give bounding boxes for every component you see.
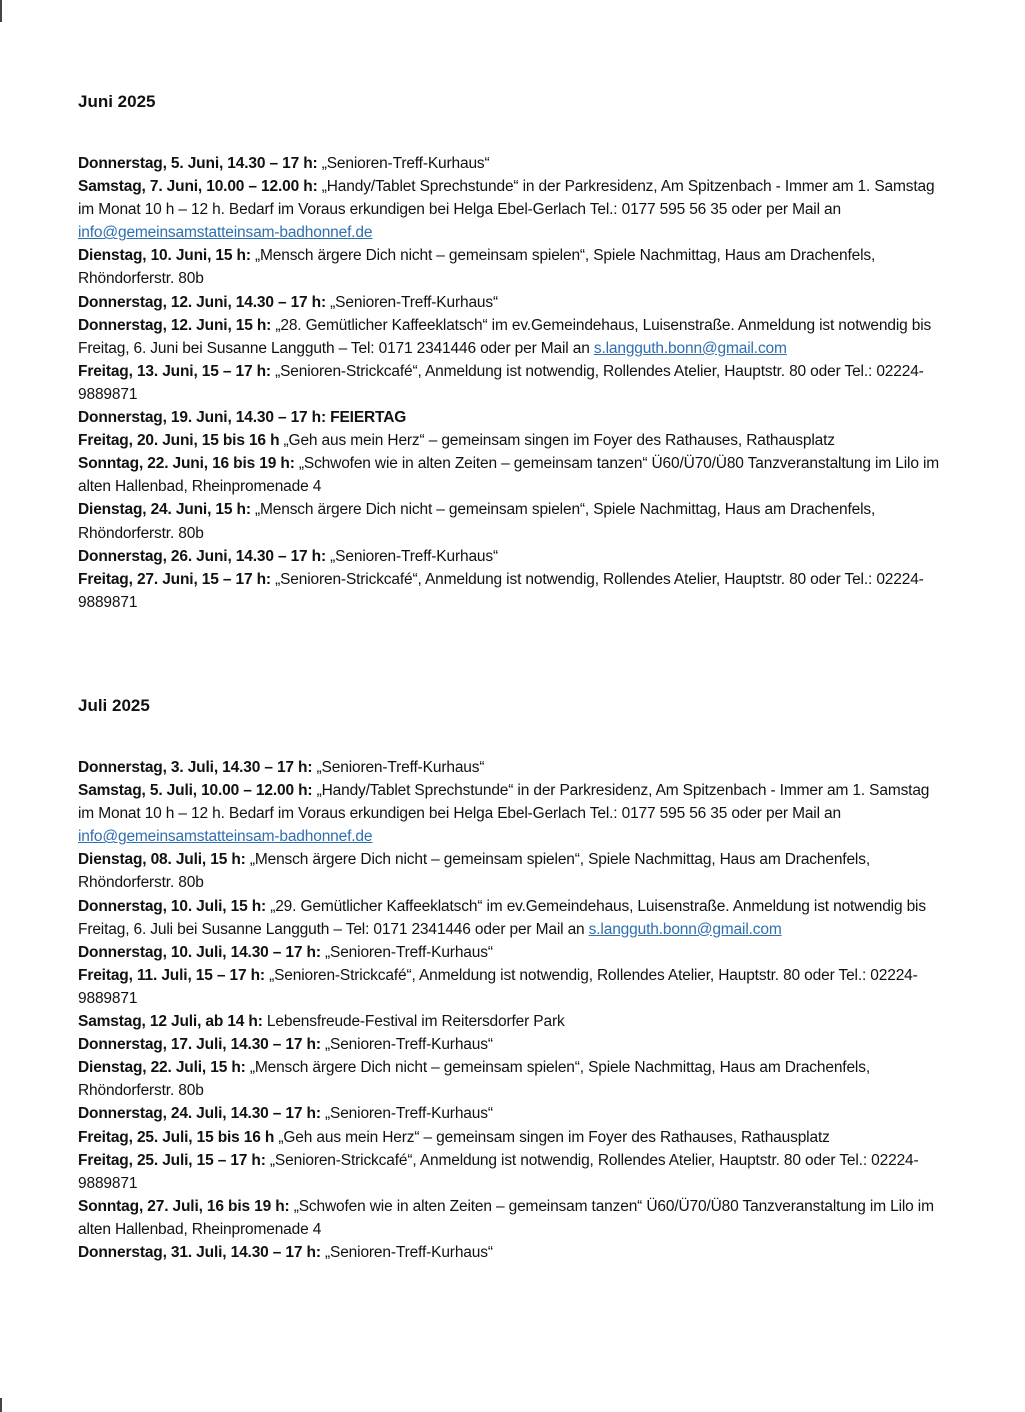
event-date-time: Donnerstag, 5. Juni, 14.30 – 17 h: — [78, 155, 318, 172]
event-description: „Senioren-Treff-Kurhaus“ — [312, 759, 485, 776]
scan-edge-mark — [0, 1398, 2, 1412]
event-entry — [78, 360, 948, 406]
event-description: „Senioren-Treff-Kurhaus“ — [326, 547, 499, 565]
event-date-time: Donnerstag, 12. Juni, 15 h: — [78, 316, 272, 334]
event-entry — [78, 1010, 948, 1033]
event-entry — [78, 964, 948, 1010]
event-date-time: Dienstag, 08. Juli, 15 h: — [78, 851, 246, 869]
event-description: „Senioren-Treff-Kurhaus“ — [320, 1105, 493, 1123]
event-entry — [78, 568, 948, 614]
event-description: „Senioren-Strickcafé“, Anmeldung ist notwendig, Rollendes Atelier, Hauptstr. 80 oder Tel.: 02224-9889871 — [78, 966, 918, 1007]
event-entry — [78, 429, 948, 452]
event-date-time: Donnerstag, 12. Juni, 14.30 – 17 h: — [78, 293, 327, 311]
event-date-time: Samstag, 5. Juli, 10.00 – 12.00 h: — [78, 782, 313, 800]
event-date-time: Dienstag, 10. Juni, 15 h: — [78, 247, 251, 265]
event-date-time: Samstag, 7. Juni, 10.00 – 12.00 h: — [78, 178, 318, 196]
event-date-time: Freitag, 25. Juli, 15 bis 16 h — [78, 1128, 275, 1146]
event-entry — [78, 175, 948, 244]
event-description: „28. Gemütlicher Kaffeeklatsch“ im ev.Gemeindehaus, Luisenstraße. Anmeldung ist notwendig bis Freitag, 6. Juni bei Susanne Langguth – Tel: 0171 2341446 oder per Mail an — [78, 316, 932, 357]
event-entry — [78, 1241, 948, 1264]
event-entry — [78, 941, 948, 964]
event-date-time: Donnerstag, 26. Juni, 14.30 – 17 h: — [78, 547, 327, 565]
event-description: „Senioren-Treff-Kurhaus“ — [326, 293, 499, 311]
event-entry — [78, 291, 948, 314]
event-entry — [78, 1056, 948, 1102]
email-link[interactable]: s.langguth.bonn@gmail.com — [593, 339, 787, 357]
event-entry — [78, 545, 948, 568]
event-entry — [78, 779, 948, 848]
event-date-time: Donnerstag, 24. Juli, 14.30 – 17 h: — [78, 1105, 321, 1123]
event-description: „Senioren-Strickcafé“, Anmeldung ist notwendig, Rollendes Atelier, Hauptstr. 80 oder Tel.: 02224-9889871 — [78, 570, 924, 611]
event-list — [78, 756, 948, 1264]
event-description: „Schwofen wie in alten Zeiten – gemeinsam tanzen“ Ü60/Ü70/Ü80 Tanzveranstaltung im Lilo im alten Hallenbad, Rheinpromenade 4 — [78, 455, 940, 496]
event-description: „Mensch ärgere Dich nicht – gemeinsam spielen“, Spiele Nachmittag, Haus am Drachenfels, Rhöndorferstr. 80b — [78, 501, 876, 542]
email-link[interactable]: info@gemeinsamstatteinsam-badhonnef.de — [78, 224, 373, 242]
event-date-time: Sonntag, 27. Juli, 16 bis 19 h: — [78, 1197, 290, 1215]
event-entry — [78, 848, 948, 894]
event-date-time: Donnerstag, 3. Juli, 14.30 – 17 h: — [78, 759, 313, 776]
scan-edge-mark — [0, 0, 2, 22]
event-date-time: Donnerstag, 17. Juli, 14.30 – 17 h: — [78, 1036, 321, 1054]
event-description: „Geh aus mein Herz“ – gemeinsam singen im Foyer des Rathauses, Rathausplatz — [279, 432, 835, 450]
event-list — [78, 152, 948, 614]
event-description: „Senioren-Treff-Kurhaus“ — [320, 1036, 493, 1054]
event-date-time: Donnerstag, 10. Juli, 14.30 – 17 h: — [78, 943, 321, 961]
event-entry — [78, 498, 948, 544]
event-date-time: Dienstag, 22. Juli, 15 h: — [78, 1059, 246, 1077]
event-entry — [78, 1195, 948, 1241]
event-date-time: Freitag, 25. Juli, 15 – 17 h: — [78, 1151, 266, 1169]
event-description: „Senioren-Treff-Kurhaus“ — [317, 155, 490, 172]
event-date-time: Donnerstag, 10. Juli, 15 h: — [78, 897, 267, 915]
event-description: „Senioren-Strickcafé“, Anmeldung ist notwendig, Rollendes Atelier, Hauptstr. 80 oder Tel.: 02224-9889871 — [78, 1151, 919, 1192]
event-description: „Handy/Tablet Sprechstunde“ in der Parkresidenz, Am Spitzenbach - Immer am 1. Samstag im Monat 10 h – 12 h. Bedarf im Voraus erkundigen bei Helga Ebel-Gerlach Tel.: 0177 595 56 35 oder per Mail an — [78, 782, 930, 823]
event-date-time: Sonntag, 22. Juni, 16 bis 19 h: — [78, 455, 295, 473]
event-entry — [78, 452, 948, 498]
event-description: „Senioren-Strickcafé“, Anmeldung ist notwendig, Rollendes Atelier, Hauptstr. 80 oder Tel.: 02224-9889871 — [78, 362, 924, 403]
event-date-time: Samstag, 12 Juli, ab 14 h: — [78, 1013, 263, 1031]
month-heading: Juni 2025 — [78, 92, 156, 111]
event-entry — [78, 244, 948, 290]
event-entry — [78, 1126, 948, 1149]
email-link[interactable]: info@gemeinsamstatteinsam-badhonnef.de — [78, 828, 373, 846]
event-description: „29. Gemütlicher Kaffeeklatsch“ im ev.Gemeindehaus, Luisenstraße. Anmeldung ist notwendig bis Freitag, 6. Juli bei Susanne Langguth – Tel: 0171 2341446 oder per Mail an — [78, 897, 926, 938]
event-date-time: Donnerstag, 19. Juni, 14.30 – 17 h: FEIERTAG — [78, 409, 407, 427]
event-entry — [78, 1102, 948, 1125]
event-entry — [78, 1149, 948, 1195]
event-description: „Mensch ärgere Dich nicht – gemeinsam spielen“, Spiele Nachmittag, Haus am Drachenfels, Rhöndorferstr. 80b — [78, 247, 876, 288]
event-description: Lebensfreude-Festival im Reitersdorfer Park — [262, 1013, 565, 1031]
event-entry — [78, 314, 948, 360]
event-description: „Mensch ärgere Dich nicht – gemeinsam spielen“, Spiele Nachmittag, Haus am Drachenfels, Rhöndorferstr. 80b — [78, 851, 870, 892]
month-heading: Juli 2025 — [78, 696, 150, 715]
event-date-time: Donnerstag, 31. Juli, 14.30 – 17 h: — [78, 1243, 321, 1261]
event-date-time: Freitag, 13. Juni, 15 – 17 h: — [78, 362, 271, 380]
event-entry — [78, 895, 948, 941]
event-description: „Senioren-Treff-Kurhaus“ — [320, 1243, 493, 1261]
event-entry — [78, 152, 948, 175]
event-description: „Senioren-Treff-Kurhaus“ — [320, 943, 493, 961]
event-date-time: Freitag, 20. Juni, 15 bis 16 h — [78, 432, 280, 450]
section-juni — [78, 90, 948, 614]
email-link[interactable]: s.langguth.bonn@gmail.com — [588, 920, 782, 938]
event-date-time: Dienstag, 24. Juni, 15 h: — [78, 501, 251, 519]
event-entry — [78, 1033, 948, 1056]
section-juli — [78, 694, 948, 1264]
event-date-time: Freitag, 27. Juni, 15 – 17 h: — [78, 570, 271, 588]
event-entry — [78, 406, 948, 429]
event-date-time: Freitag, 11. Juli, 15 – 17 h: — [78, 966, 265, 984]
event-description: „Handy/Tablet Sprechstunde“ in der Parkresidenz, Am Spitzenbach - Immer am 1. Samstag im Monat 10 h – 12 h. Bedarf im Voraus erkundigen bei Helga Ebel-Gerlach Tel.: 0177 595 56 35 oder per Mail an — [78, 178, 935, 219]
event-description: „Mensch ärgere Dich nicht – gemeinsam spielen“, Spiele Nachmittag, Haus am Drachenfels, Rhöndorferstr. 80b — [78, 1059, 870, 1100]
event-description: „Geh aus mein Herz“ – gemeinsam singen im Foyer des Rathauses, Rathausplatz — [274, 1128, 830, 1146]
event-entry — [78, 756, 948, 779]
event-description: „Schwofen wie in alten Zeiten – gemeinsam tanzen“ Ü60/Ü70/Ü80 Tanzveranstaltung im Lilo im alten Hallenbad, Rheinpromenade 4 — [78, 1197, 934, 1238]
